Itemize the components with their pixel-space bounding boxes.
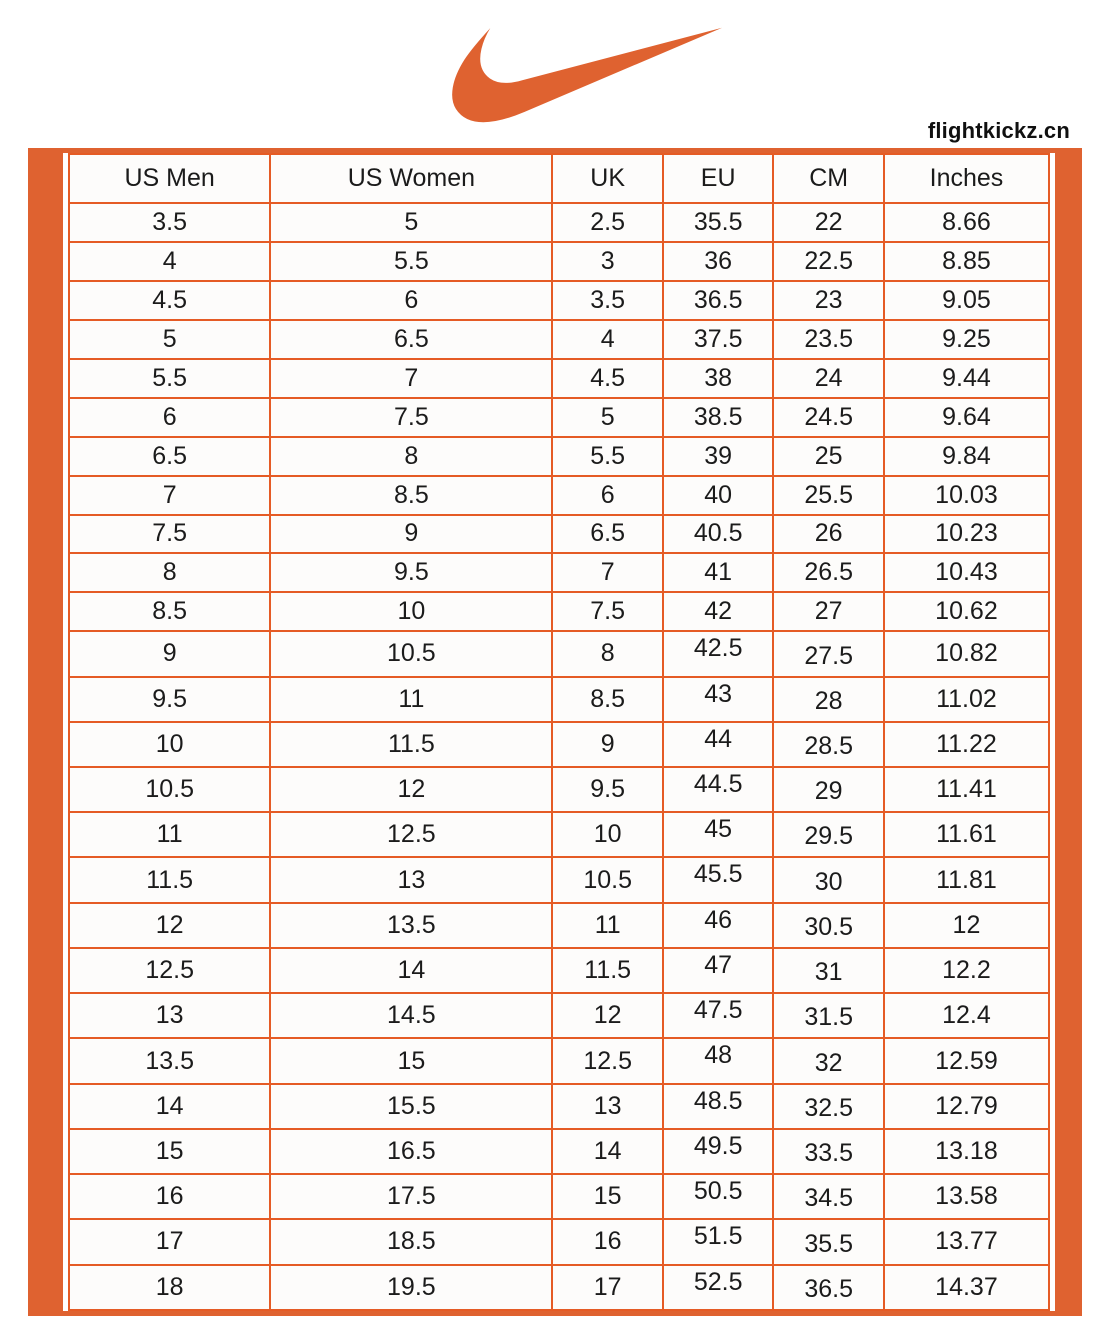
table-cell: 23.5 xyxy=(773,320,884,359)
table-cell: 10.82 xyxy=(884,631,1049,676)
table-cell: 10.43 xyxy=(884,553,1049,592)
table-cell: 29.5 xyxy=(773,812,884,857)
table-cell: 42 xyxy=(663,592,774,631)
table-cell: 11 xyxy=(552,903,663,948)
table-cell: 8.5 xyxy=(69,592,270,631)
table-cell: 38 xyxy=(663,359,774,398)
table-cell: 18 xyxy=(69,1265,270,1310)
table-cell: 13.18 xyxy=(884,1129,1049,1174)
column-header-us-women: US Women xyxy=(270,154,552,203)
table-cell: 17 xyxy=(69,1219,270,1264)
table-cell: 10.5 xyxy=(270,631,552,676)
table-cell: 7.5 xyxy=(552,592,663,631)
table-row xyxy=(69,1219,1049,1264)
table-cell: 13.77 xyxy=(884,1219,1049,1264)
table-cell: 7.5 xyxy=(270,398,552,437)
table-cell: 36.5 xyxy=(773,1265,884,1310)
table-cell: 12.2 xyxy=(884,948,1049,993)
left-accent-bar xyxy=(33,153,63,1311)
table-cell: 15 xyxy=(552,1174,663,1219)
table-cell: 24 xyxy=(773,359,884,398)
table-cell: 3.5 xyxy=(552,281,663,320)
table-cell: 15 xyxy=(69,1129,270,1174)
size-chart-table-container xyxy=(28,148,1082,1316)
table-row xyxy=(69,1038,1049,1083)
table-cell: 9 xyxy=(69,631,270,676)
table-cell: 13.5 xyxy=(270,903,552,948)
table-cell: 15.5 xyxy=(270,1084,552,1129)
table-cell: 5 xyxy=(552,398,663,437)
table-row xyxy=(69,320,1049,359)
table-cell: 18.5 xyxy=(270,1219,552,1264)
table-cell: 39 xyxy=(663,437,774,476)
table-cell: 29 xyxy=(773,767,884,812)
table-row xyxy=(69,553,1049,592)
table-cell: 27.5 xyxy=(773,631,884,676)
table-row xyxy=(69,242,1049,281)
table-cell: 10.62 xyxy=(884,592,1049,631)
table-row xyxy=(69,1265,1049,1310)
table-cell: 35.5 xyxy=(663,203,774,242)
table-cell: 48 xyxy=(663,1038,774,1083)
table-cell: 12.4 xyxy=(884,993,1049,1038)
table-cell: 6.5 xyxy=(270,320,552,359)
table-cell: 8.5 xyxy=(270,476,552,515)
table-cell: 12.5 xyxy=(552,1038,663,1083)
table-cell: 12.5 xyxy=(69,948,270,993)
table-cell: 11.5 xyxy=(69,857,270,902)
table-cell: 4.5 xyxy=(552,359,663,398)
table-cell: 14 xyxy=(552,1129,663,1174)
table-row xyxy=(69,592,1049,631)
nike-swoosh-icon xyxy=(452,12,724,138)
table-cell: 9 xyxy=(552,722,663,767)
table-cell: 11 xyxy=(270,677,552,722)
table-cell: 40.5 xyxy=(663,515,774,554)
table-row xyxy=(69,631,1049,676)
table-cell: 33.5 xyxy=(773,1129,884,1174)
table-cell: 28.5 xyxy=(773,722,884,767)
table-cell: 14 xyxy=(270,948,552,993)
table-cell: 32 xyxy=(773,1038,884,1083)
table-cell: 40 xyxy=(663,476,774,515)
table-cell: 6.5 xyxy=(69,437,270,476)
header-row xyxy=(69,154,1049,203)
table-cell: 44.5 xyxy=(663,767,774,812)
table-cell: 47.5 xyxy=(663,993,774,1038)
watermark-site-name: flightkickz.cn xyxy=(927,118,1070,143)
table-cell: 11.22 xyxy=(884,722,1049,767)
table-cell: 8.5 xyxy=(552,677,663,722)
table-cell: 12 xyxy=(884,903,1049,948)
table-row xyxy=(69,948,1049,993)
table-cell: 14 xyxy=(69,1084,270,1129)
size-conversion-table xyxy=(68,153,1050,1311)
table-cell: 12.59 xyxy=(884,1038,1049,1083)
table-body xyxy=(69,203,1049,1310)
table-row xyxy=(69,812,1049,857)
table-cell: 9.5 xyxy=(69,677,270,722)
table-cell: 35.5 xyxy=(773,1219,884,1264)
table-row xyxy=(69,203,1049,242)
table-cell: 9.5 xyxy=(552,767,663,812)
table-row xyxy=(69,515,1049,554)
table-cell: 2.5 xyxy=(552,203,663,242)
table-cell: 8 xyxy=(552,631,663,676)
table-cell: 4 xyxy=(552,320,663,359)
table-cell: 23 xyxy=(773,281,884,320)
table-cell: 36.5 xyxy=(663,281,774,320)
table-cell: 7 xyxy=(270,359,552,398)
table-cell: 48.5 xyxy=(663,1084,774,1129)
table-cell: 10.5 xyxy=(552,857,663,902)
table-cell: 16 xyxy=(69,1174,270,1219)
table-cell: 9.5 xyxy=(270,553,552,592)
table-row xyxy=(69,359,1049,398)
table-cell: 46 xyxy=(663,903,774,948)
table-cell: 12 xyxy=(69,903,270,948)
table-cell: 49.5 xyxy=(663,1129,774,1174)
table-row xyxy=(69,398,1049,437)
column-header-eu: EU xyxy=(663,154,774,203)
table-cell: 12 xyxy=(552,993,663,1038)
table-cell: 12 xyxy=(270,767,552,812)
table-cell: 43 xyxy=(663,677,774,722)
table-cell: 9.64 xyxy=(884,398,1049,437)
table-row xyxy=(69,1174,1049,1219)
table-cell: 42.5 xyxy=(663,631,774,676)
table-cell: 50.5 xyxy=(663,1174,774,1219)
table-cell: 16 xyxy=(552,1219,663,1264)
table-cell: 36 xyxy=(663,242,774,281)
table-cell: 6.5 xyxy=(552,515,663,554)
table-cell: 5.5 xyxy=(552,437,663,476)
table-cell: 14.37 xyxy=(884,1265,1049,1310)
table-cell: 9.44 xyxy=(884,359,1049,398)
table-cell: 7.5 xyxy=(69,515,270,554)
table-row xyxy=(69,903,1049,948)
table-cell: 7 xyxy=(69,476,270,515)
table-cell: 22.5 xyxy=(773,242,884,281)
table-cell: 14.5 xyxy=(270,993,552,1038)
table-cell: 10.23 xyxy=(884,515,1049,554)
table-cell: 12.79 xyxy=(884,1084,1049,1129)
table-cell: 6 xyxy=(69,398,270,437)
table-cell: 8 xyxy=(69,553,270,592)
table-row xyxy=(69,722,1049,767)
table-cell: 28 xyxy=(773,677,884,722)
table-cell: 5.5 xyxy=(69,359,270,398)
column-header-inches: Inches xyxy=(884,154,1049,203)
table-cell: 9.25 xyxy=(884,320,1049,359)
table-cell: 11 xyxy=(69,812,270,857)
table-row xyxy=(69,476,1049,515)
table-cell: 25 xyxy=(773,437,884,476)
table-cell: 32.5 xyxy=(773,1084,884,1129)
table-row xyxy=(69,437,1049,476)
table-cell: 38.5 xyxy=(663,398,774,437)
table-cell: 9 xyxy=(270,515,552,554)
table-row xyxy=(69,767,1049,812)
table-header xyxy=(69,154,1049,203)
table-cell: 22 xyxy=(773,203,884,242)
table-cell: 6 xyxy=(270,281,552,320)
table-cell: 37.5 xyxy=(663,320,774,359)
table-cell: 16.5 xyxy=(270,1129,552,1174)
table-cell: 10 xyxy=(270,592,552,631)
table-cell: 13.5 xyxy=(69,1038,270,1083)
table-cell: 10 xyxy=(552,812,663,857)
table-cell: 10.5 xyxy=(69,767,270,812)
table-cell: 11.41 xyxy=(884,767,1049,812)
table-cell: 51.5 xyxy=(663,1219,774,1264)
table-cell: 31.5 xyxy=(773,993,884,1038)
table-cell: 5 xyxy=(270,203,552,242)
table-cell: 8.66 xyxy=(884,203,1049,242)
table-cell: 5 xyxy=(69,320,270,359)
table-cell: 13 xyxy=(552,1084,663,1129)
table-cell: 17 xyxy=(552,1265,663,1310)
table-cell: 13 xyxy=(69,993,270,1038)
table-cell: 15 xyxy=(270,1038,552,1083)
table-cell: 11.5 xyxy=(270,722,552,767)
column-header-us-men: US Men xyxy=(69,154,270,203)
table-row xyxy=(69,857,1049,902)
table-row xyxy=(69,1084,1049,1129)
table-cell: 6 xyxy=(552,476,663,515)
table-row xyxy=(69,1129,1049,1174)
column-header-cm: CM xyxy=(773,154,884,203)
table-cell: 11.5 xyxy=(552,948,663,993)
column-header-uk: UK xyxy=(552,154,663,203)
table-row xyxy=(69,281,1049,320)
table-cell: 4.5 xyxy=(69,281,270,320)
table-cell: 17.5 xyxy=(270,1174,552,1219)
nike-logo xyxy=(452,12,724,138)
table-cell: 12.5 xyxy=(270,812,552,857)
table-cell: 30 xyxy=(773,857,884,902)
table-cell: 10 xyxy=(69,722,270,767)
table-cell: 9.84 xyxy=(884,437,1049,476)
table-cell: 45.5 xyxy=(663,857,774,902)
table-cell: 52.5 xyxy=(663,1265,774,1310)
table-cell: 9.05 xyxy=(884,281,1049,320)
table-cell: 47 xyxy=(663,948,774,993)
table-row xyxy=(69,677,1049,722)
table-cell: 3 xyxy=(552,242,663,281)
table-cell: 26 xyxy=(773,515,884,554)
table-cell: 27 xyxy=(773,592,884,631)
table-cell: 24.5 xyxy=(773,398,884,437)
table-cell: 10.03 xyxy=(884,476,1049,515)
table-cell: 11.61 xyxy=(884,812,1049,857)
table-cell: 5.5 xyxy=(270,242,552,281)
table-cell: 19.5 xyxy=(270,1265,552,1310)
table-cell: 30.5 xyxy=(773,903,884,948)
table-cell: 45 xyxy=(663,812,774,857)
right-accent-bar xyxy=(1055,153,1077,1311)
table-cell: 8 xyxy=(270,437,552,476)
table-cell: 7 xyxy=(552,553,663,592)
table-cell: 11.02 xyxy=(884,677,1049,722)
table-cell: 26.5 xyxy=(773,553,884,592)
table-cell: 44 xyxy=(663,722,774,767)
table-cell: 13 xyxy=(270,857,552,902)
table-cell: 41 xyxy=(663,553,774,592)
table-cell: 25.5 xyxy=(773,476,884,515)
table-row xyxy=(69,993,1049,1038)
table-cell: 4 xyxy=(69,242,270,281)
table-cell: 8.85 xyxy=(884,242,1049,281)
table-cell: 3.5 xyxy=(69,203,270,242)
table-cell: 13.58 xyxy=(884,1174,1049,1219)
table-cell: 31 xyxy=(773,948,884,993)
table-cell: 34.5 xyxy=(773,1174,884,1219)
table-cell: 11.81 xyxy=(884,857,1049,902)
